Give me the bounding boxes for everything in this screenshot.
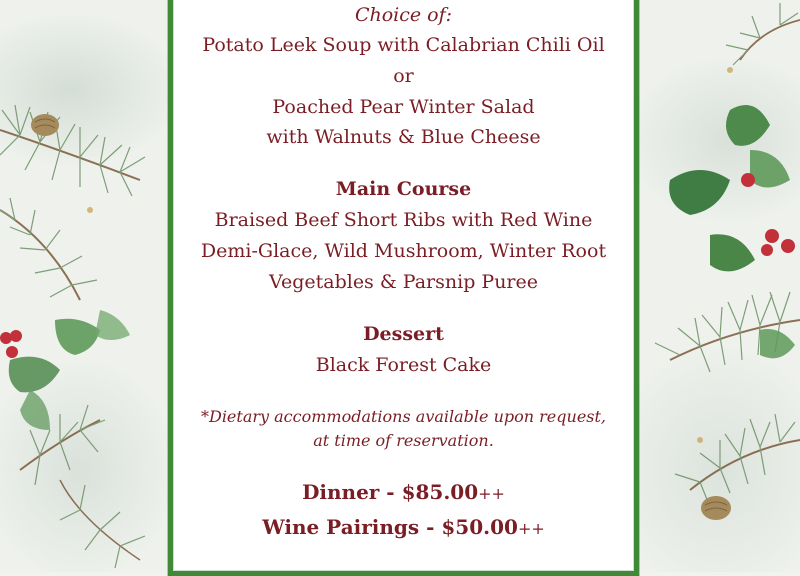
dinner-price (173, 480, 634, 504)
dinner-price-label: Dinner - $85.00 (302, 480, 479, 504)
main-course-heading: Main Course (335, 178, 472, 200)
starter-option-1: Potato Leek Soup with Calabrian Chili Oil (202, 34, 605, 56)
pine-cone-icon (31, 114, 59, 136)
holly-leaves-left-icon (9, 310, 130, 430)
starter-option-2-line1: Poached Pear Winter Salad (272, 96, 535, 118)
pine-cone-right-icon (701, 496, 731, 520)
wine-price-suffix: ++ (517, 519, 545, 538)
menu-card (168, 0, 639, 576)
dietary-note-line2: at time of reservation. (313, 431, 494, 450)
main-course-line2: Demi-Glace, Wild Mushroom, Winter Root (200, 240, 607, 262)
dietary-note-line1: *Dietary accommodations available upon request, (200, 407, 607, 426)
holly-branch-right-icon (630, 0, 800, 572)
dessert-item: Black Forest Cake (315, 354, 492, 376)
holly-berries-left-icon (0, 330, 22, 358)
main-course-line3: Vegetables & Parsnip Puree (268, 271, 538, 293)
main-course-line1: Braised Beef Short Ribs with Red Wine (214, 209, 593, 231)
wine-pairings-price (173, 515, 634, 539)
dinner-price-suffix: ++ (478, 484, 505, 503)
or-separator: or (393, 65, 414, 87)
pine-branch-left-icon (0, 0, 170, 572)
wine-price-label: Wine Pairings - $50.00 (262, 515, 518, 539)
choice-heading: Choice of: (354, 4, 453, 26)
starter-option-2-line2: with Walnuts & Blue Cheese (266, 126, 541, 148)
dessert-heading: Dessert (363, 323, 444, 345)
